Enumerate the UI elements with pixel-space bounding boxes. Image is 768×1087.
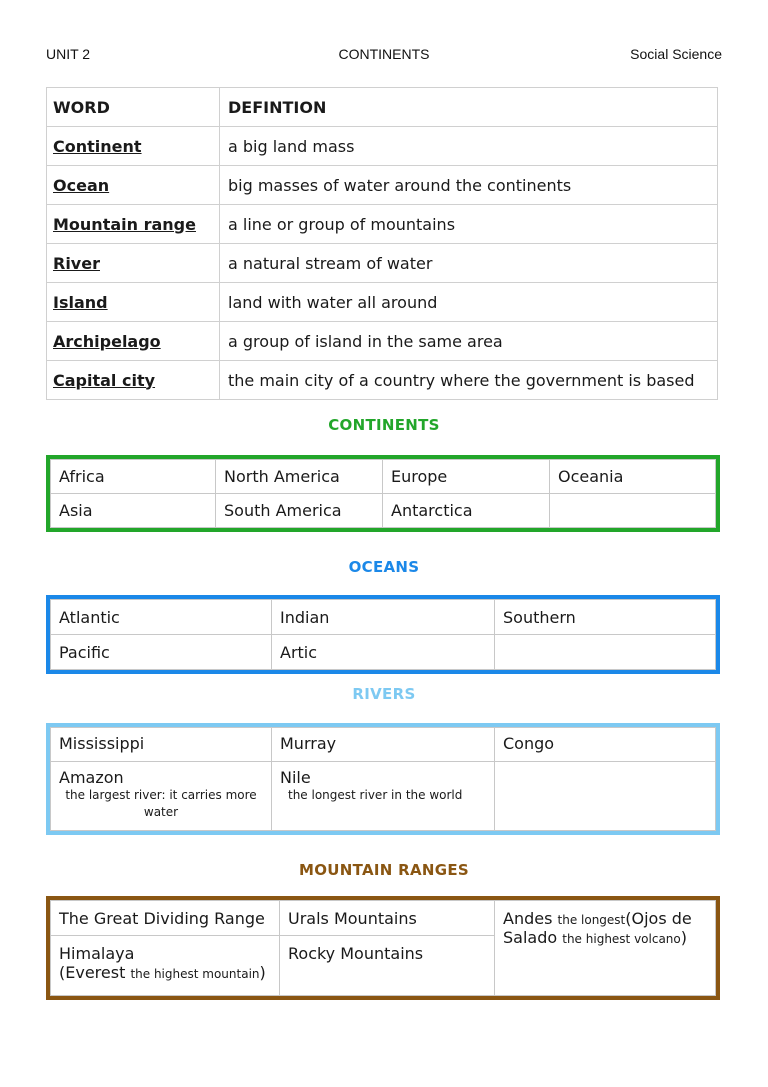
- column-header-word: WORD: [47, 88, 220, 127]
- table-row: [47, 205, 718, 244]
- mountain-name: (Ojos de Salado: [503, 909, 692, 947]
- oceans-heading: OCEANS: [348, 558, 420, 576]
- unit-label: UNIT 2: [46, 46, 91, 62]
- oceans-table: [50, 599, 716, 670]
- mountain-note: the highest mountain: [130, 967, 260, 981]
- mountain-cell: The Great Dividing Range: [51, 901, 280, 936]
- table-row: [47, 322, 718, 361]
- page-title: CONTINENTS: [338, 46, 430, 62]
- table-row: [51, 460, 716, 494]
- river-name: Amazon: [59, 768, 124, 787]
- mountain-note: the highest volcano: [562, 932, 681, 946]
- oceans-box: [46, 595, 720, 674]
- vocab-definition: a group of island in the same area: [220, 322, 718, 361]
- river-name: Nile: [280, 768, 311, 787]
- vocab-definition: a line or group of mountains: [220, 205, 718, 244]
- mountain-cell: Urals Mountains: [280, 901, 495, 936]
- continent-cell: South America: [216, 494, 383, 528]
- vocab-word: Mountain range: [47, 205, 220, 244]
- subject-label: Social Science: [630, 46, 722, 62]
- mountain-note: the longest: [557, 913, 626, 927]
- continent-cell: Antarctica: [383, 494, 550, 528]
- mountains-box: [46, 896, 720, 1000]
- table-row: [51, 728, 716, 762]
- vocab-definition: the main city of a country where the government is based: [220, 361, 718, 400]
- rivers-heading: RIVERS: [352, 685, 416, 703]
- vocab-word: Capital city: [47, 361, 220, 400]
- ocean-cell: Atlantic: [51, 600, 272, 635]
- mountain-name: (Everest: [59, 963, 126, 982]
- rivers-box: [46, 723, 720, 835]
- mountain-paren: ): [680, 928, 687, 947]
- continent-cell: North America: [216, 460, 383, 494]
- ocean-cell: Southern: [495, 600, 716, 635]
- vocab-definition: a natural stream of water: [220, 244, 718, 283]
- mountains-heading: MOUNTAIN RANGES: [298, 861, 470, 879]
- rivers-table: [50, 727, 716, 831]
- table-row: [51, 600, 716, 635]
- river-cell: Murray: [272, 728, 495, 762]
- table-row: [47, 283, 718, 322]
- river-cell: Congo: [495, 728, 716, 762]
- table-row: [51, 901, 716, 936]
- vocab-word: Ocean: [47, 166, 220, 205]
- table-row: [51, 762, 716, 831]
- river-cell-empty: [495, 762, 716, 831]
- table-row: [51, 635, 716, 670]
- table-row: [47, 166, 718, 205]
- continent-cell: Asia: [51, 494, 216, 528]
- table-row: [47, 361, 718, 400]
- river-note: the largest river: it carries more water: [65, 788, 257, 819]
- table-row: [47, 244, 718, 283]
- vocab-definition: land with water all around: [220, 283, 718, 322]
- river-cell: Mississippi: [51, 728, 272, 762]
- river-cell-nile: [272, 762, 495, 831]
- mountain-name: Himalaya: [59, 944, 135, 963]
- vocab-word: Island: [47, 283, 220, 322]
- continents-heading: CONTINENTS: [328, 416, 440, 434]
- ocean-cell: Artic: [272, 635, 495, 670]
- table-row: [51, 494, 716, 528]
- vocab-word: River: [47, 244, 220, 283]
- ocean-cell: Pacific: [51, 635, 272, 670]
- continent-cell: Africa: [51, 460, 216, 494]
- vocab-definition: big masses of water around the continents: [220, 166, 718, 205]
- continent-cell: Oceania: [550, 460, 716, 494]
- table-header-row: [47, 88, 718, 127]
- vocabulary-table: [46, 87, 718, 400]
- continents-table: [50, 459, 716, 528]
- river-note: the longest river in the world: [288, 788, 463, 802]
- vocab-word: Continent: [47, 127, 220, 166]
- mountain-cell-himalaya: [51, 936, 280, 996]
- mountain-name: Andes: [503, 909, 553, 928]
- table-row: [47, 127, 718, 166]
- mountain-paren: ): [259, 963, 266, 982]
- mountain-cell-andes: [495, 901, 716, 996]
- continents-box: [46, 455, 720, 532]
- continent-cell: Europe: [383, 460, 550, 494]
- continent-cell-empty: [550, 494, 716, 528]
- river-cell-amazon: [51, 762, 272, 831]
- vocab-definition: a big land mass: [220, 127, 718, 166]
- ocean-cell: Indian: [272, 600, 495, 635]
- vocab-word: Archipelago: [47, 322, 220, 361]
- ocean-cell-empty: [495, 635, 716, 670]
- mountains-table: [50, 900, 716, 996]
- mountain-cell: Rocky Mountains: [280, 936, 495, 996]
- column-header-definition: DEFINTION: [220, 88, 718, 127]
